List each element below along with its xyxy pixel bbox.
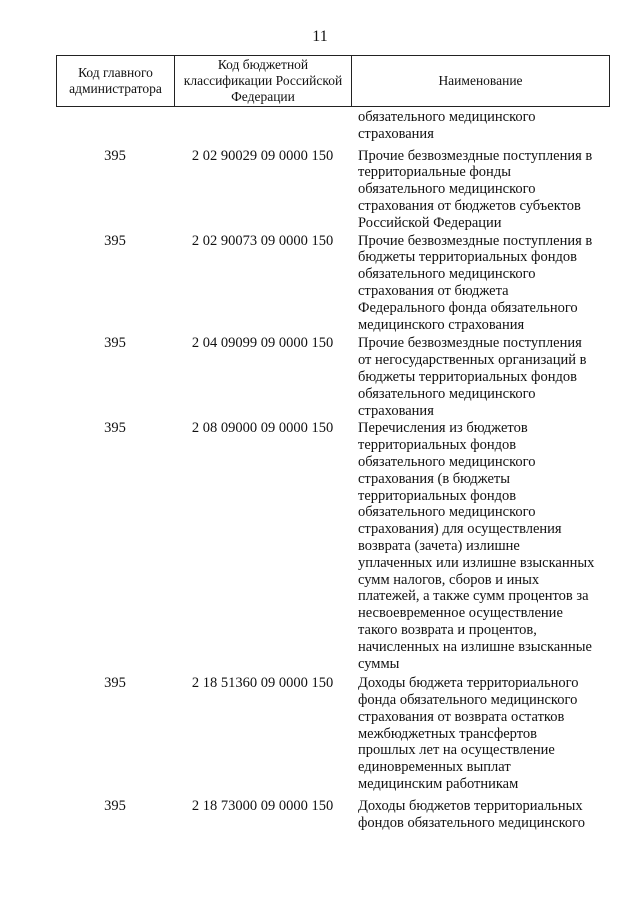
table-row [56,109,616,143]
table-row [56,798,616,832]
table-row [56,420,616,672]
name-cell: Доходы бюджетов территориальных фондов обязательного медицинского [358,797,585,831]
table-body [56,109,616,831]
name-cell: Прочие безвозмездные поступления от негосударственных организаций в бюджеты территориальных фондов обязательного медицинского страхования [358,335,587,419]
admin-code-cell: 395 [104,797,126,814]
name-cell: обязательного медицинского страхования [358,109,536,142]
budget-code-cell [174,109,351,143]
budget-code-cell: 2 18 73000 09 0000 150 [191,797,334,814]
table-row [56,335,616,419]
admin-code-cell: 395 [104,147,126,164]
budget-code-cell: 2 18 51360 09 0000 150 [191,675,334,692]
name-cell: Прочие безвозмездные поступления в территориальные фонды обязательного медицинского страхования от бюджетов субъектов Российской Федерации [358,147,593,231]
table-row [56,148,616,232]
admin-code-cell: 395 [104,420,126,437]
budget-code-cell: 2 02 90029 09 0000 150 [191,147,334,164]
budget-code-cell: 2 08 09000 09 0000 150 [191,420,334,437]
budget-code-cell: 2 04 09099 09 0000 150 [191,335,334,352]
admin-code-cell: 395 [104,232,126,249]
table-row [56,233,616,334]
name-cell: Прочие безвозмездные поступления в бюджеты территориальных фондов обязательного медицинского страхования от бюджета Федерального фонда обязательного медицинского страхования [358,232,593,333]
admin-code-cell: 395 [104,675,126,692]
admin-code-cell [56,109,174,143]
table-header [56,55,610,107]
table-row [56,675,616,793]
header-name: Наименование [438,73,523,88]
header-admin-code: Код главного администратора [57,56,175,106]
name-cell: Доходы бюджета территориального фонда обязательного медицинского страхования от возврата остатков межбюджетных трансфертов прошлых лет на осуществление единовременных выплат медицинским работникам [358,675,579,793]
name-cell: Перечисления из бюджетов территориальных фондов обязательного медицинского страхования (в бюджеты территориальных фондов обязательного медицинского страхования) для осуществления возврата (зачета) излишне уплаченных или излишне взысканных сумм налогов, сборов и иных платежей, а также сумм процентов за несвоевременное осуществление такого возврата и процентов, начисленных на излишне взысканные суммы [358,420,595,672]
budget-code-cell: 2 02 90073 09 0000 150 [191,232,334,249]
page-number: 11 [312,28,328,45]
header-budget-code: Код бюджетной классификации Российской Федерации [175,56,352,106]
admin-code-cell: 395 [104,335,126,352]
